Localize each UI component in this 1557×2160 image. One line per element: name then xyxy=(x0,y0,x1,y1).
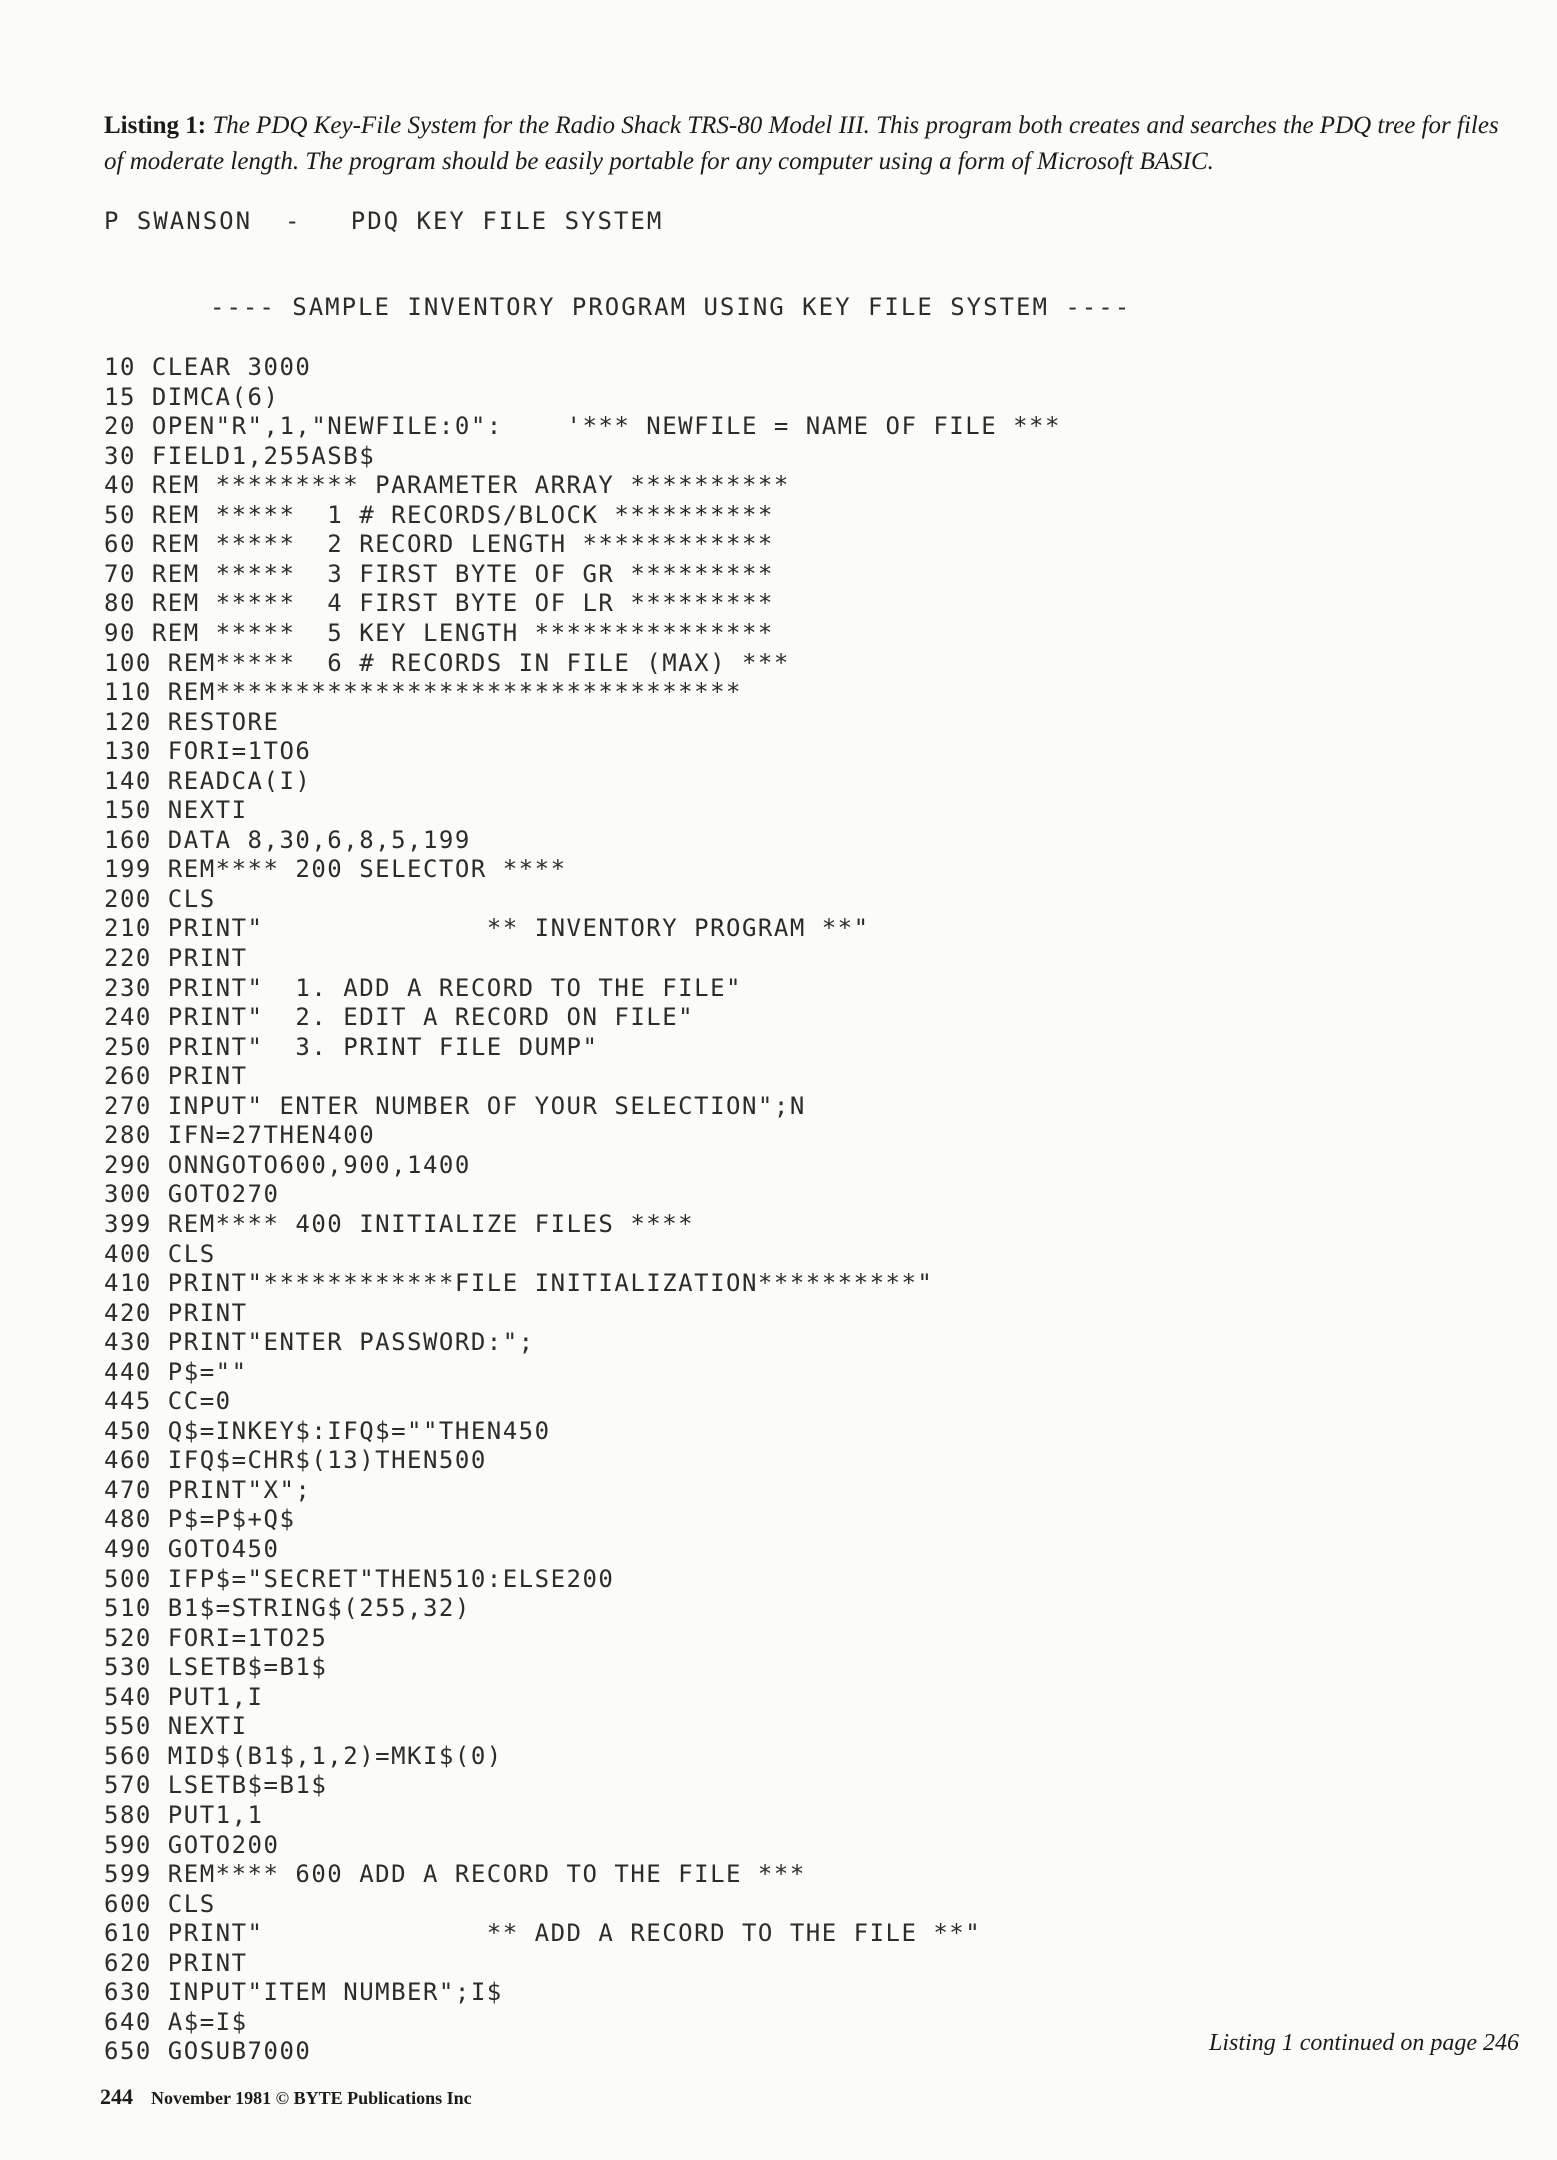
code-line: 550 NEXTI xyxy=(104,1712,248,1741)
code-line: 530 LSETB$=B1$ xyxy=(104,1653,328,1682)
code-line: 650 GOSUB7000 xyxy=(104,2037,312,2066)
code-line: 460 IFQ$=CHR$(13)THEN500 xyxy=(104,1446,487,1475)
code-line: 15 DIMCA(6) xyxy=(104,382,280,411)
listing-caption xyxy=(104,108,1514,180)
code-line: 630 INPUT"ITEM NUMBER";I$ xyxy=(104,1978,503,2007)
code-line: 450 Q$=INKEY$:IFQ$=""THEN450 xyxy=(104,1416,551,1445)
code-line: 20 OPEN"R",1,"NEWFILE:0": '*** NEWFILE = NAME OF FILE *** xyxy=(104,412,1061,441)
code-line: 270 INPUT" ENTER NUMBER OF YOUR SELECTION";N xyxy=(104,1091,806,1120)
code-line: 470 PRINT"X"; xyxy=(104,1475,312,1504)
code-line: 490 GOTO450 xyxy=(104,1535,280,1563)
code-line: 570 LSETB$=B1$ xyxy=(104,1771,328,1800)
code-line: 50 REM ***** 1 # RECORDS/BLOCK ********** xyxy=(104,500,774,529)
code-line: 10 CLEAR 3000 xyxy=(104,353,312,381)
code-line: 230 PRINT" 1. ADD A RECORD TO THE FILE" xyxy=(104,973,742,1002)
code-line: 150 NEXTI xyxy=(104,796,248,825)
code-line: 510 B1$=STRING$(255,32) xyxy=(104,1594,471,1623)
code-line: 250 PRINT" 3. PRINT FILE DUMP" xyxy=(104,1032,599,1061)
code-line: 220 PRINT xyxy=(104,944,248,972)
code-line: 640 A$=I$ xyxy=(104,2007,248,2036)
code-line: 400 CLS xyxy=(104,1239,216,1268)
code-line: 240 PRINT" 2. EDIT A RECORD ON FILE" xyxy=(104,1003,695,1032)
code-line: 430 PRINT"ENTER PASSWORD:"; xyxy=(104,1328,535,1357)
code-line: 599 REM**** 600 ADD A RECORD TO THE FILE *** xyxy=(104,1860,806,1889)
code-line: 140 READCA(I) xyxy=(104,766,312,795)
code-line: 60 REM ***** 2 RECORD LENGTH ************ xyxy=(104,530,774,559)
code-line: 200 CLS xyxy=(104,884,216,913)
code-line: 440 P$="" xyxy=(104,1357,248,1386)
code-line: 70 REM ***** 3 FIRST BYTE OF GR ********* xyxy=(104,559,774,588)
code-line: 620 PRINT xyxy=(104,1948,248,1977)
code-line: 500 IFP$="SECRET"THEN510:ELSE200 xyxy=(104,1564,615,1593)
code-line: 580 PUT1,1 xyxy=(104,1800,264,1829)
code-line: 120 RESTORE xyxy=(104,707,280,736)
code-line: 600 CLS xyxy=(104,1889,216,1918)
code-line: 160 DATA 8,30,6,8,5,199 xyxy=(104,825,471,854)
caption-label: Listing 1: xyxy=(104,112,207,139)
code-line: 199 REM**** 200 SELECTOR **** xyxy=(104,855,567,884)
page-footer xyxy=(100,2084,472,2110)
code-line: 280 IFN=27THEN400 xyxy=(104,1121,376,1150)
listing-header: P SWANSON - PDQ KEY FILE SYSTEM xyxy=(104,207,664,235)
code-line: 100 REM***** 6 # RECORDS IN FILE (MAX) *** xyxy=(104,648,790,677)
continued-note: Listing 1 continued on page 246 xyxy=(1209,2030,1519,2056)
code-line: 110 REM********************************* xyxy=(104,678,742,707)
code-line: 410 PRINT"************FILE INITIALIZATION**********" xyxy=(104,1269,934,1298)
code-line: 420 PRINT xyxy=(104,1298,248,1327)
code-line: 540 PUT1,I xyxy=(104,1682,264,1711)
code-line: 80 REM ***** 4 FIRST BYTE OF LR ********* xyxy=(104,589,774,618)
code-line: 399 REM**** 400 INITIALIZE FILES **** xyxy=(104,1209,695,1238)
code-line: 300 GOTO270 xyxy=(104,1180,280,1209)
code-line: 40 REM ********* PARAMETER ARRAY ********** xyxy=(104,471,790,500)
code-line: 590 GOTO200 xyxy=(104,1830,280,1859)
code-line: 610 PRINT" ** ADD A RECORD TO THE FILE **" xyxy=(104,1919,982,1948)
code-line: 90 REM ***** 5 KEY LENGTH *************** xyxy=(104,618,774,647)
code-line: 480 P$=P$+Q$ xyxy=(104,1505,296,1534)
code-line: 210 PRINT" ** INVENTORY PROGRAM **" xyxy=(104,914,870,943)
page-number: 244 xyxy=(100,2084,133,2109)
code-line: 290 ONNGOTO600,900,1400 xyxy=(104,1150,471,1179)
code-line: 560 MID$(B1$,1,2)=MKI$(0) xyxy=(104,1741,503,1770)
footer-text: November 1981 © BYTE Publications Inc xyxy=(151,2088,472,2108)
code-line: 520 FORI=1TO25 xyxy=(104,1623,328,1652)
code-line: 260 PRINT xyxy=(104,1062,248,1091)
code-line: 130 FORI=1TO6 xyxy=(104,737,312,766)
code-line: 445 CC=0 xyxy=(104,1387,232,1416)
caption-text: The PDQ Key-File System for the Radio Shack TRS-80 Model III. This program both creates and searches the PDQ tree for files of moderate length. The program should be easily portable for any computer using a form of Microsoft BASIC. xyxy=(104,112,1499,175)
listing-subheader: ---- SAMPLE INVENTORY PROGRAM USING KEY FILE SYSTEM ---- xyxy=(210,293,1132,321)
code-line: 30 FIELD1,255ASB$ xyxy=(104,441,376,470)
